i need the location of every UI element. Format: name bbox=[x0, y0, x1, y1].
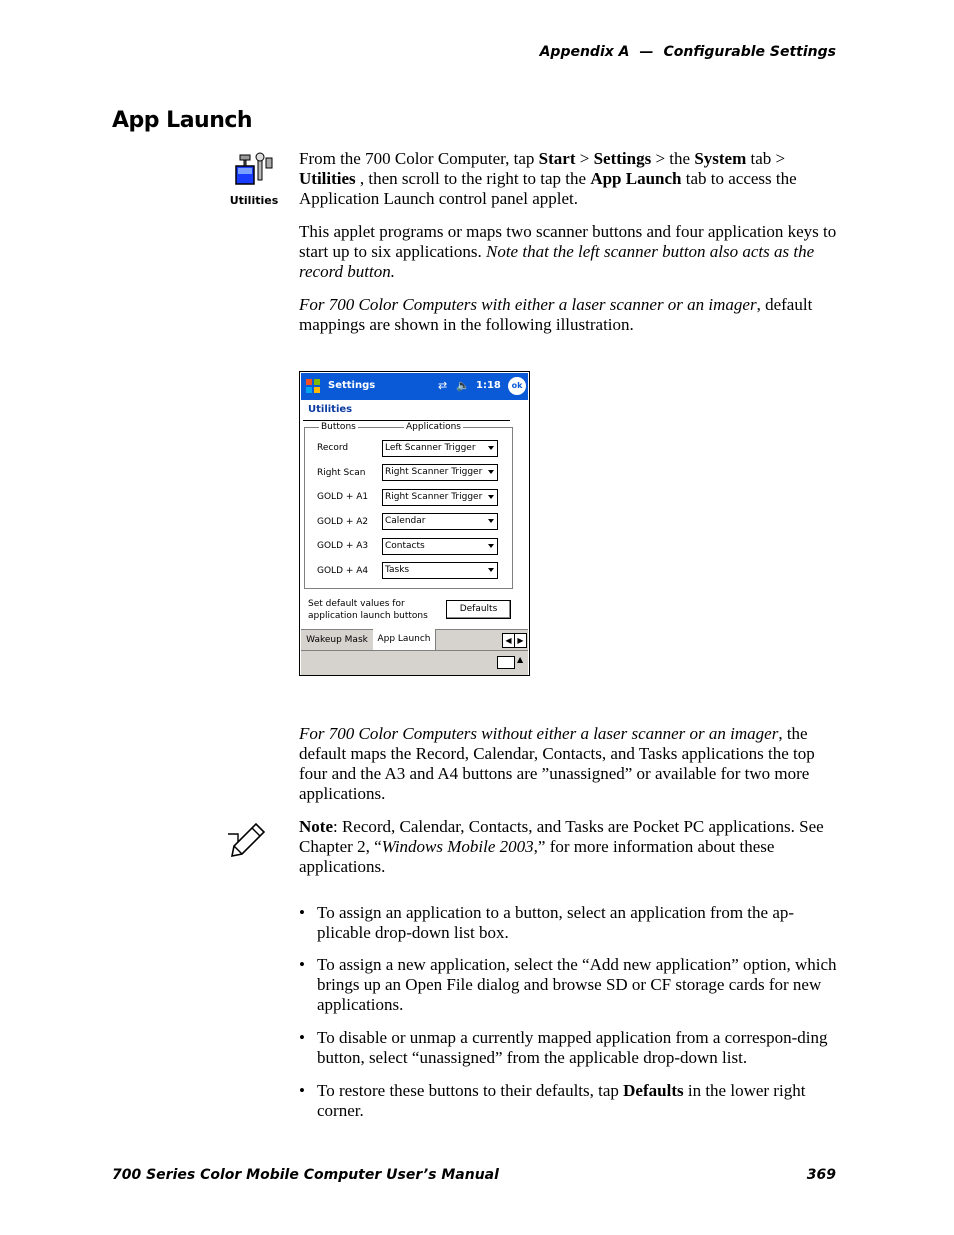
list-item-text: To assign an application to a button, select an application from the ap-plicable drop-down list box. bbox=[317, 903, 795, 942]
dropdown-arrow-icon bbox=[488, 544, 494, 548]
text-run: This applet programs or maps two scanner buttons and four application keys to start up to six applications. bbox=[299, 222, 837, 261]
text-run: , default mappings are shown in the following illustration. bbox=[299, 295, 813, 334]
combo-gold-a1[interactable] bbox=[382, 489, 498, 506]
tab-scroll-right-icon[interactable]: ▶ bbox=[514, 633, 527, 648]
text-run: ,” for more information about these applications. bbox=[299, 837, 775, 876]
text-run: > bbox=[575, 149, 594, 168]
header-section: Configurable Settings bbox=[663, 44, 836, 60]
list-item-text bbox=[317, 1081, 837, 1121]
row-label-gold-a2: GOLD + A2 bbox=[317, 517, 369, 527]
note-label: Note bbox=[299, 817, 333, 836]
device-menubar bbox=[301, 650, 528, 675]
text-run: : Record, Calendar, Contacts, and Tasks are Pocket PC applications. See Chapter 2, “ bbox=[299, 817, 824, 856]
italic-run: For 700 Color Computers with either a laser scanner or an imager bbox=[299, 295, 757, 314]
text-run: From the 700 Color Computer, tap bbox=[299, 149, 539, 168]
device-clock[interactable]: 1:18 bbox=[476, 380, 501, 391]
defaults-button[interactable]: Defaults bbox=[446, 600, 511, 619]
combo-value: Tasks bbox=[385, 565, 410, 575]
italic-run: Windows Mobile 2003 bbox=[381, 837, 534, 856]
header-appendix: Appendix A bbox=[539, 44, 630, 60]
page-number: 369 bbox=[806, 1167, 836, 1183]
settings-term: Settings bbox=[593, 149, 652, 168]
running-header bbox=[540, 44, 836, 60]
app-launch-term: App Launch bbox=[590, 169, 682, 188]
applications-column-header: Applications bbox=[406, 422, 461, 432]
combo-value: Left Scanner Trigger bbox=[385, 443, 476, 453]
device-title: Settings bbox=[328, 380, 376, 391]
device-screenshot bbox=[299, 371, 530, 676]
dropdown-arrow-icon bbox=[488, 519, 494, 523]
combo-gold-a4[interactable] bbox=[382, 562, 498, 579]
text-run: in the lower right corner. bbox=[317, 1081, 806, 1120]
utilities-label: Utilities bbox=[229, 194, 279, 207]
defaults-description: Set default values for application launch buttons bbox=[308, 599, 428, 621]
intro-paragraph bbox=[299, 149, 844, 209]
dropdown-arrow-icon bbox=[488, 470, 494, 474]
row-label-record: Record bbox=[317, 443, 349, 453]
without-scanner-paragraph bbox=[299, 724, 844, 804]
text-run: tab > bbox=[746, 149, 786, 168]
dropdown-arrow-icon bbox=[488, 495, 494, 499]
input-menu-arrow-icon[interactable]: ▲ bbox=[517, 655, 524, 664]
header-separator: — bbox=[639, 44, 654, 60]
italic-note: Note that the left scanner button also acts as the record button. bbox=[299, 242, 815, 281]
with-scanner-paragraph bbox=[299, 295, 844, 335]
text-run: To restore these buttons to their defaults, tap bbox=[317, 1081, 624, 1100]
bullet-icon: • bbox=[299, 1028, 305, 1047]
volume-icon[interactable]: 🔈 bbox=[456, 379, 470, 392]
buttons-column-header: Buttons bbox=[321, 422, 356, 432]
utilities-icon bbox=[228, 152, 288, 212]
applet-description bbox=[299, 222, 844, 282]
bullet-icon: • bbox=[299, 955, 305, 974]
combo-value: Calendar bbox=[385, 516, 426, 526]
tab-wakeup-mask[interactable]: Wakeup Mask bbox=[301, 630, 374, 649]
list-item-text: To disable or unmap a currently mapped application from a correspon-ding button, select “unassigned” from the applicable drop-down list. bbox=[317, 1028, 828, 1067]
tools-icon bbox=[228, 152, 280, 192]
text-run: > the bbox=[651, 149, 695, 168]
device-heading: Utilities bbox=[308, 404, 353, 415]
combo-gold-a3[interactable] bbox=[382, 538, 498, 555]
combo-value: Contacts bbox=[385, 541, 425, 551]
start-term: Start bbox=[538, 149, 576, 168]
device-tabbar bbox=[301, 629, 528, 650]
row-label-gold-a4: GOLD + A4 bbox=[317, 566, 369, 576]
list-item-text: To assign a new application, select the “Add new application” option, which brings up an Open File dialog and browse SD or CF storage cards for new applications. bbox=[317, 955, 837, 1014]
keyboard-icon[interactable] bbox=[497, 656, 515, 669]
italic-run: For 700 Color Computers without either a laser scanner or an imager bbox=[299, 724, 779, 743]
bullet-icon: • bbox=[299, 903, 305, 922]
row-label-right-scan: Right Scan bbox=[317, 468, 366, 478]
tab-app-launch[interactable]: App Launch bbox=[373, 629, 436, 650]
text-run: , the default maps the Record, Calendar, Contacts, and Tasks applications the top four and the A3 and A4 buttons are ”unassigned” or available for two more applications. bbox=[299, 724, 815, 803]
tab-scroll-left-icon[interactable]: ◀ bbox=[502, 633, 515, 648]
connectivity-icon[interactable]: ⇄ bbox=[438, 379, 448, 392]
note-paragraph bbox=[299, 817, 844, 877]
combo-value: Right Scanner Trigger bbox=[385, 492, 483, 502]
system-term: System bbox=[694, 149, 747, 168]
row-label-gold-a1: GOLD + A1 bbox=[317, 492, 369, 502]
defaults-term: Defaults bbox=[623, 1081, 684, 1100]
footer-title: 700 Series Color Mobile Computer User’s Manual bbox=[112, 1167, 499, 1183]
combo-value: Right Scanner Trigger bbox=[385, 467, 483, 477]
windows-start-icon[interactable] bbox=[305, 378, 321, 394]
text-run: , then scroll to the right to tap the bbox=[355, 169, 591, 188]
combo-right-scan[interactable] bbox=[382, 464, 498, 481]
bullet-icon: • bbox=[299, 1081, 305, 1100]
device-titlebar bbox=[301, 373, 528, 400]
dropdown-arrow-icon bbox=[488, 568, 494, 572]
text-run: tab to access the Application Launch control panel applet. bbox=[299, 169, 797, 208]
row-label-gold-a3: GOLD + A3 bbox=[317, 541, 369, 551]
section-title: App Launch bbox=[112, 108, 253, 133]
dropdown-arrow-icon bbox=[488, 446, 494, 450]
combo-record[interactable] bbox=[382, 440, 498, 457]
ok-button[interactable]: ok bbox=[508, 377, 526, 395]
utilities-term: Utilities bbox=[299, 169, 356, 188]
note-pencil-icon bbox=[224, 818, 266, 860]
heading-divider bbox=[303, 420, 510, 421]
combo-gold-a2[interactable] bbox=[382, 513, 498, 530]
